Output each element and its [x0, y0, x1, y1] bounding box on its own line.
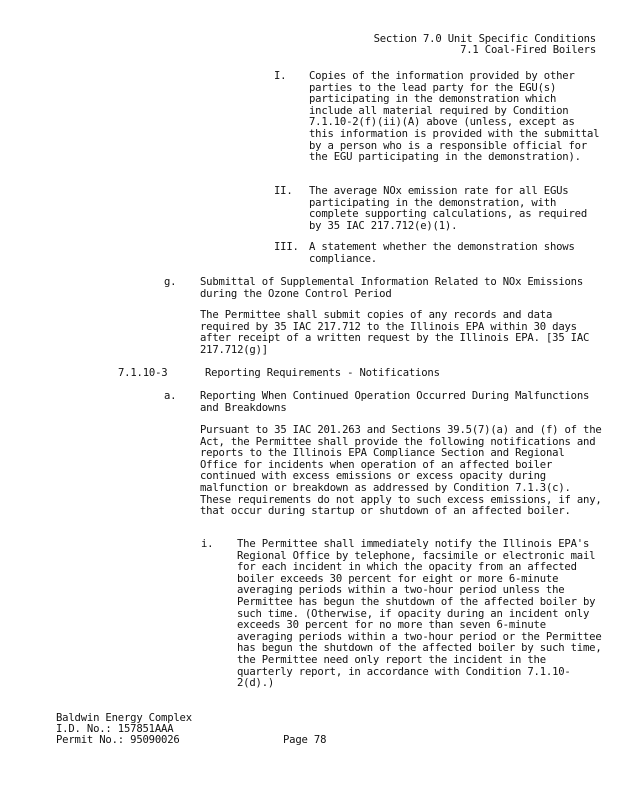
item-body: Pursuant to 35 IAC 201.263 and Sections 39.5(7)(a) and (f) of the Act, the Permittee shall provide the following notifications and reports to the Illinois EPA Compliance Section and Regional Office for incidents when operation of an affected boiler continued with excess emissions or excess opacity during malfunction or breakdown as addressed by Condition 7.1.3(c). These requirements do not apply to such excess emissions, if any, that occur during startup or shutdown of an affected boiler. [200, 424, 602, 518]
item-heading: Submittal of Supplemental Information Related to NOx Emissions during the Ozone Control Period [200, 276, 584, 300]
item-text: A statement whether the demonstration shows compliance. [309, 241, 575, 265]
footer-facility: Baldwin Energy Complex [56, 712, 192, 724]
section-number: 7.1.10-3 [118, 367, 168, 379]
item-text: The Permittee shall immediately notify the Illinois EPA's Regional Office by telephone, facsimile or electronic mail for each incident in which the opacity from an affected boiler exceeds 30 percent for eight or more 6-minute averaging periods within a two-hour period unless the Permittee has begun the shutdown of the affected boiler by such time. (Otherwise, if opacity during an incident only exceeds 30 percent for no more than seven 6-minute averaging periods within a two-hour period or the Permittee has begun the shutdown of the affected boiler by such time, the Permittee need only report the incident in the quarterly report, in accordance with Condition 7.1.10-2(d).) [237, 538, 602, 690]
footer-permit: Permit No.: 95090026 [56, 734, 180, 746]
item-marker: II. [274, 185, 293, 197]
item-marker: i. [201, 538, 214, 550]
subsection-header: 7.1 Coal-Fired Boilers [460, 44, 596, 56]
item-marker: I. [274, 70, 287, 82]
footer-id: I.D. No.: 157851AAA [56, 723, 174, 735]
item-body: The Permittee shall submit copies of any records and data required by 35 IAC 217.712 to the Illinois EPA within 30 days after receipt of a written request by the Illinois EPA. [35 IAC 217.712(g)] [200, 309, 590, 356]
section-title: Reporting Requirements - Notifications [205, 367, 440, 379]
item-heading: Reporting When Continued Operation Occurred During Malfunctions and Breakdowns [200, 390, 590, 414]
item-text: The average NOx emission rate for all EGUs participating in the demonstration, with complete supporting calculations, as required by 35 IAC 217.712(e)(1). [309, 185, 588, 232]
section-header: Section 7.0 Unit Specific Conditions [373, 33, 596, 45]
item-marker: a. [164, 390, 177, 402]
item-text: Copies of the information provided by other parties to the lead party for the EGU(s) participating in the demonstration which include all material required by Condition 7.1.10-2(f)(ii)(A) above (unless, except as this information is provided with the submittal by a person who is a responsible official for the EGU participating in the demonstration). [309, 70, 600, 164]
page-number: Page 78 [283, 734, 327, 746]
item-marker: III. [274, 241, 299, 253]
item-marker: g. [164, 276, 177, 288]
